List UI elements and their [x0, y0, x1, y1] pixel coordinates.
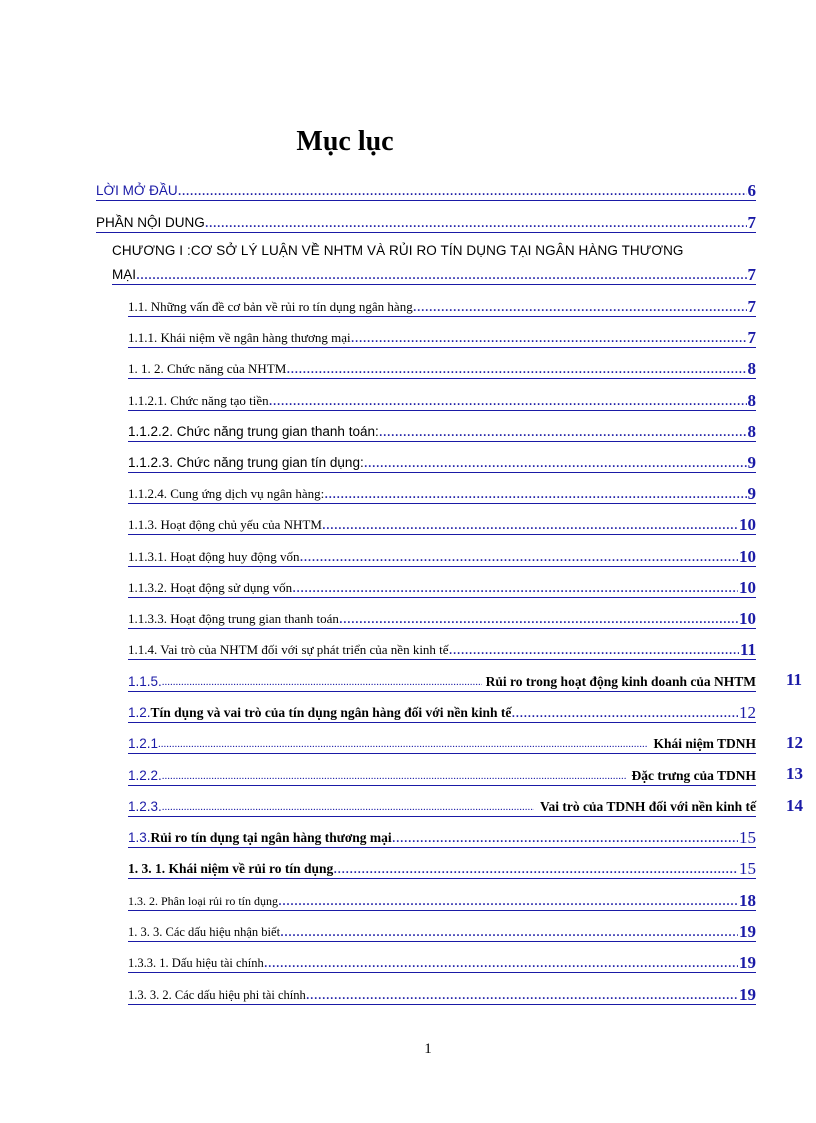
dot-leader — [392, 829, 738, 847]
toc-entry-number: 1.1.5. — [128, 674, 162, 689]
toc-entry-text: 1. 1. 2. Chức năng của NHTM — [128, 361, 287, 376]
toc-entry-1-2-2[interactable] — [128, 765, 756, 786]
toc-page-number: 9 — [747, 453, 756, 472]
dot-leader — [292, 579, 738, 597]
dot-leader — [136, 266, 746, 284]
toc-entry-1-3-3[interactable] — [128, 921, 756, 942]
toc-entry-loi-mo-dau[interactable] — [96, 180, 756, 201]
toc-entry-text: 1.1.2.4. Cung ứng dịch vụ ngân hàng: — [128, 486, 325, 501]
dot-leader — [158, 735, 647, 753]
toc-entry-1-2-3[interactable] — [128, 796, 756, 817]
toc-entry-1-1[interactable] — [128, 296, 756, 317]
toc-page-number: 13 — [786, 764, 803, 783]
toc-entry-number: 1.2. — [128, 705, 151, 720]
toc-page-number: 12 — [739, 703, 756, 722]
dot-leader — [306, 986, 738, 1004]
toc-entry-text: Khái niệm TDNH — [653, 736, 756, 751]
dot-leader — [449, 641, 739, 659]
dot-leader — [162, 798, 534, 816]
toc-entry-text: 1.1.3.1. Hoạt động huy động vốn — [128, 549, 300, 564]
toc-entry-number: 1.2.3. — [128, 799, 162, 814]
toc-entry-1-1-2-3[interactable] — [128, 452, 756, 473]
dot-leader — [333, 860, 738, 878]
toc-page-number: 10 — [739, 547, 756, 566]
dot-leader — [339, 610, 738, 628]
toc-entry-text: 1.1.2.3. Chức năng trung gian tín dụng: — [128, 455, 364, 470]
toc-page-number: 18 — [739, 891, 756, 910]
toc-entry-text: 1. 3. 3. Các dấu hiệu nhận biết — [128, 925, 281, 939]
toc-entry-text: 1.3. 3. 2. Các dấu hiệu phi tài chính — [128, 988, 306, 1002]
dot-leader — [286, 360, 746, 378]
dot-leader — [322, 516, 738, 534]
toc-entry-1-3[interactable] — [128, 827, 756, 848]
toc-page-number: 19 — [739, 985, 756, 1004]
toc-entry-text: Vai trò của TDNH đối với nền kinh tế — [539, 799, 756, 814]
toc-page-number: 7 — [747, 213, 756, 232]
toc-page-number: 19 — [739, 953, 756, 972]
toc-page-number: 8 — [747, 422, 756, 441]
toc-entry-text: 1.1.2.1. Chức năng tạo tiền — [128, 393, 269, 408]
toc-page-number: 8 — [747, 391, 756, 410]
toc-page-number: 12 — [786, 733, 803, 752]
dot-leader — [162, 767, 626, 785]
toc-entry-number: 1.2.2. — [128, 768, 162, 783]
toc-entry-number: 1.3. — [128, 830, 151, 845]
toc-entry-text: MẠI — [112, 267, 137, 282]
toc-page-number: 14 — [786, 796, 803, 815]
page-title: Mục lục — [296, 126, 394, 157]
toc-entry-1-3-3-1[interactable] — [128, 952, 756, 973]
toc-entry-text: PHẦN NỘI DUNG — [96, 215, 205, 230]
toc-entry-1-3-2[interactable] — [128, 890, 756, 911]
toc-entry-text: CHƯƠNG I :CƠ SỞ LÝ LUẬN VỀ NHTM VÀ RỦI RO TÍN DỤNG TẠI NGÂN HÀNG THƯƠNG — [112, 243, 684, 258]
toc-entry-text: Đặc trưng của TDNH — [631, 768, 756, 783]
dot-leader — [300, 548, 738, 566]
toc-page-number: 10 — [739, 578, 756, 597]
toc-entry-text: 1.1. Những vấn đề cơ bản về rủi ro tín dụng ngân hàng — [128, 299, 413, 314]
dot-leader — [162, 673, 482, 691]
toc-page-number: 7 — [747, 297, 756, 316]
toc-entry-1-3-1[interactable] — [128, 858, 756, 879]
toc-entry-text: 1.3.3. 1. Dấu hiệu tài chính — [128, 956, 264, 970]
toc-entry-chuong-1-cont[interactable] — [112, 264, 756, 285]
toc-page-number: 15 — [739, 859, 756, 878]
toc-entry-1-1-1[interactable] — [128, 327, 756, 348]
dot-leader — [205, 214, 747, 232]
toc-entry-1-1-2-4[interactable] — [128, 483, 756, 504]
toc-entry-number: 1.2.1 — [128, 736, 159, 751]
toc-entry-1-1-3[interactable] — [128, 514, 756, 535]
toc-entry-1-1-2[interactable] — [128, 358, 756, 379]
toc-entry-1-2-1[interactable] — [128, 733, 756, 754]
toc-entry-1-1-3-2[interactable] — [128, 577, 756, 598]
dot-leader — [351, 329, 747, 347]
toc-page-number: 8 — [747, 359, 756, 378]
toc-entry-text: 1.1.4. Vai trò của NHTM đối với sự phát triển của nền kinh tế — [128, 642, 449, 657]
toc-page-number: 11 — [739, 640, 756, 659]
toc-page-number: 7 — [747, 265, 756, 284]
dot-leader — [280, 923, 738, 941]
toc-entry-phan-noi-dung[interactable] — [96, 212, 756, 233]
dot-leader — [278, 892, 738, 910]
toc-page-number: 11 — [786, 670, 803, 689]
toc-entry-1-1-4[interactable] — [128, 639, 756, 660]
toc-entry-1-1-2-2[interactable] — [128, 421, 756, 442]
toc-page-number: 9 — [747, 484, 756, 503]
toc-entry-text: 1. 3. 1. Khái niệm về rủi ro tín dụng — [128, 861, 334, 876]
dot-leader — [324, 485, 746, 503]
toc-entry-text: Tín dụng và vai trò của tín dụng ngân hàng đối với nền kinh tế — [150, 705, 512, 720]
toc-entry-1-1-2-1[interactable] — [128, 390, 756, 411]
toc-entry-text: Rủi ro trong hoạt động kinh doanh của NHTM — [485, 674, 756, 689]
toc-page-number: 10 — [739, 515, 756, 534]
dot-leader — [511, 704, 738, 722]
dot-leader — [264, 954, 738, 972]
toc-entry-chuong-1[interactable] — [112, 240, 756, 262]
toc-entry-text: 1.1.3. Hoạt động chủ yếu của NHTM — [128, 517, 322, 532]
dot-leader — [379, 423, 747, 441]
toc-entry-text: Rủi ro tín dụng tại ngân hàng thương mại — [150, 830, 392, 845]
toc-page-number: 15 — [739, 828, 756, 847]
toc-entry-1-1-3-3[interactable] — [128, 608, 756, 629]
toc-page-number: 6 — [747, 181, 756, 200]
dot-leader — [178, 182, 747, 200]
toc-entry-text: 1.1.1. Khái niệm về ngân hàng thương mại — [128, 330, 351, 345]
toc-entry-1-3-3-2[interactable] — [128, 984, 756, 1005]
toc-page-number: 19 — [739, 922, 756, 941]
toc-entry-1-1-5[interactable] — [128, 671, 756, 692]
dot-leader — [364, 454, 747, 472]
toc-entry-1-1-3-1[interactable] — [128, 546, 756, 567]
dot-leader — [413, 298, 747, 316]
toc-entry-text: 1.1.2.2. Chức năng trung gian thanh toán: — [128, 424, 379, 439]
toc-entry-1-2[interactable] — [128, 702, 756, 723]
toc-entry-text: LỜI MỞ ĐẦU — [96, 183, 178, 198]
toc-entry-text: 1.3. 2. Phân loại rủi ro tín dụng — [128, 894, 278, 908]
toc-page-number: 10 — [739, 609, 756, 628]
page-footer-number: 1 — [424, 1041, 432, 1057]
dot-leader — [269, 392, 747, 410]
toc-entry-text: 1.1.3.2. Hoạt động sử dụng vốn — [128, 580, 293, 595]
toc-page-number: 7 — [747, 328, 756, 347]
toc-entry-text: 1.1.3.3. Hoạt động trung gian thanh toán — [128, 611, 339, 626]
